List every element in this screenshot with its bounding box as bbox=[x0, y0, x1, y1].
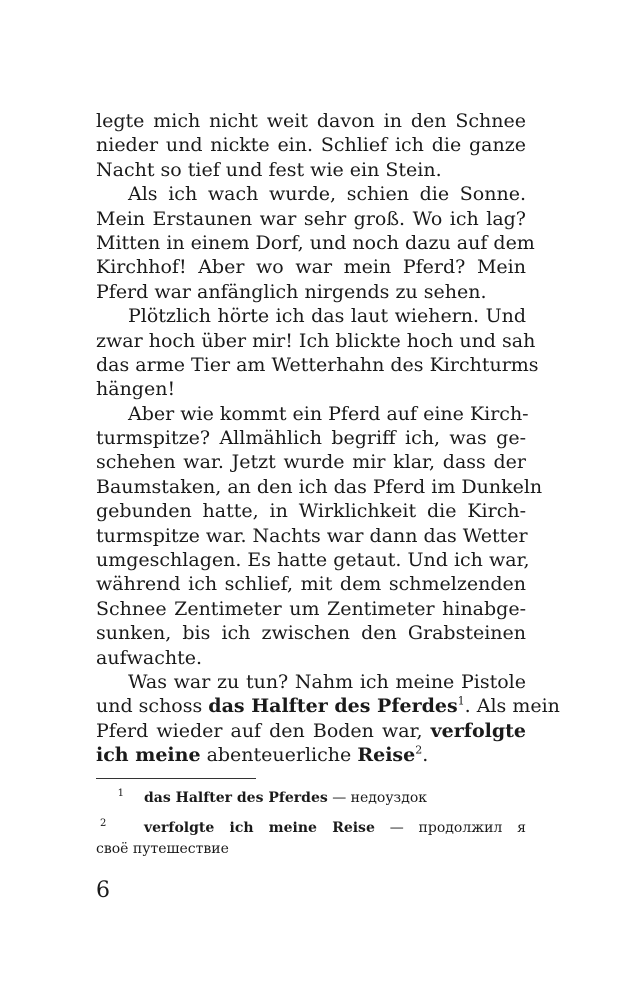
text-line: nieder und nickte ein. Schlief ich die ganze bbox=[96, 134, 526, 157]
text-line: Schnee Zentimeter um Zentimeter hinabge- bbox=[96, 597, 526, 620]
text-line: gebunden hatte, in Wirklichkeit die Kirch- bbox=[96, 500, 526, 523]
text-line: legte mich nicht weit davon in den Schnee bbox=[96, 110, 526, 132]
text-line: Baumstaken, an den ich das Pferd im Dunkeln bbox=[96, 475, 543, 498]
text-line bbox=[96, 719, 526, 743]
text-line: Nacht so tief und fest wie ein Stein. bbox=[96, 158, 442, 181]
text-segment: . Als mein bbox=[464, 695, 560, 718]
text-line: zwar hoch über mir! Ich blickte hoch und sah bbox=[96, 329, 536, 352]
main-text bbox=[96, 109, 560, 768]
text-line: hängen! bbox=[96, 378, 176, 401]
text-line: das arme Tier am Wetterhahn des Kirchturms bbox=[96, 353, 539, 376]
footnote-ref-2: 2 bbox=[415, 743, 423, 757]
footnote-translation: недоуздок bbox=[350, 790, 427, 806]
text-line: Plötzlich hörte ich das laut wiehern. Und bbox=[128, 305, 526, 328]
bold-term: das Halfter des Pferdes bbox=[208, 695, 458, 718]
text-line: Was war zu tun? Nahm ich meine Pistole bbox=[128, 670, 526, 693]
text-segment: und schoss bbox=[96, 695, 209, 718]
footnote-dash: — bbox=[374, 820, 419, 836]
text-segment: abenteuerliche bbox=[200, 744, 358, 767]
footnote-term: verfolgte ich meine Reise bbox=[144, 820, 375, 836]
text-line: schehen war. Jetzt wurde mir klar, dass der bbox=[96, 451, 526, 474]
text-line: Mitten in einem Dorf, und noch dazu auf dem bbox=[96, 231, 535, 254]
text-line: während ich schlief, mit dem schmelzenden bbox=[96, 573, 526, 596]
footnote-row: 1 das Halfter des Pferdes — недоуздок bbox=[117, 788, 427, 806]
footnote-2 bbox=[96, 818, 526, 860]
text-line: umgeschlagen. Es hatte getaut. Und ich war, bbox=[96, 549, 530, 572]
text-line bbox=[96, 694, 560, 718]
text-line: turmspitze war. Nachts war dann das Wetter bbox=[96, 524, 528, 547]
text-line: aufwachte. bbox=[96, 646, 202, 669]
text-line: sunken, bis ich zwischen den Grabsteinen bbox=[96, 622, 526, 645]
text-segment: Pferd wieder auf den Boden war, bbox=[96, 719, 431, 742]
text-line: Kirchhof! Aber wo war mein Pferd? Mein bbox=[96, 256, 526, 279]
footnote-1 bbox=[96, 788, 526, 809]
bold-term: ich meine bbox=[96, 744, 201, 767]
text-line: Als ich wach wurde, schien die Sonne. bbox=[128, 183, 526, 206]
text-line bbox=[96, 743, 526, 767]
footnote-translation: продолжил я bbox=[418, 820, 526, 836]
text-line: Aber wie kommt ein Pferd auf eine Kirch- bbox=[128, 402, 529, 425]
footnote-row: своё путешествие bbox=[96, 841, 229, 857]
footnote-row: 2 verfolgte ich meine Reise — продолжил я bbox=[100, 818, 526, 836]
text-segment: . bbox=[422, 744, 429, 767]
page-number: 6 bbox=[96, 878, 110, 903]
footnote-ref-1: 1 bbox=[457, 695, 465, 709]
bold-term: Reise bbox=[357, 744, 416, 767]
text-line: turmspitze? Allmählich begriff ich, was ge- bbox=[96, 427, 526, 450]
footnote-term: das Halfter des Pferdes bbox=[144, 790, 328, 806]
bold-term: verfolgte bbox=[430, 719, 526, 742]
footnote-dash: — bbox=[327, 790, 351, 806]
footnote-divider bbox=[96, 778, 256, 779]
text-line: Mein Erstaunen war sehr groß. Wo ich lag? bbox=[96, 207, 526, 230]
text-line: Pferd war anfänglich nirgends zu sehen. bbox=[96, 280, 487, 303]
